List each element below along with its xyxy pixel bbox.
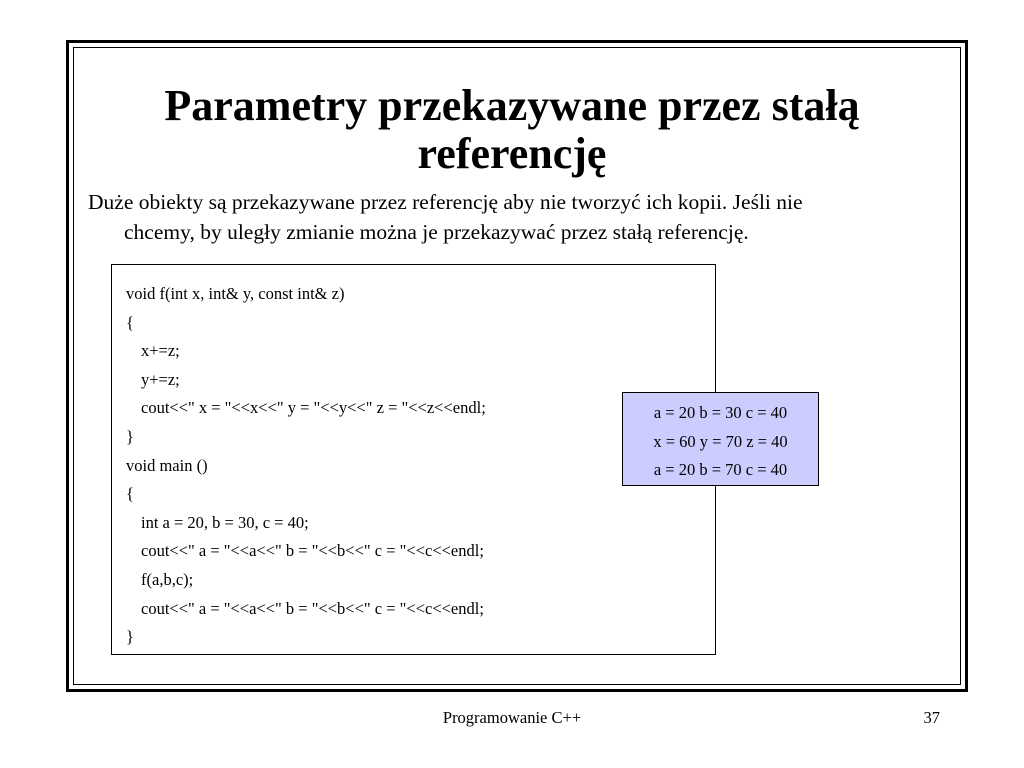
- code-line: int a = 20, b = 30, c = 40;: [141, 512, 309, 532]
- program-output: [622, 392, 819, 486]
- code-line: void f(int x, int& y, const int& z): [126, 284, 345, 303]
- output-line: x = 60 y = 70 z = 40: [653, 431, 788, 451]
- code-line: f(a,b,c);: [141, 569, 194, 589]
- intro-line-1: Duże obiekty są przekazywane przez referencję aby nie tworzyć ich kopii. Jeśli nie: [88, 190, 803, 214]
- title-line-1: Parametry przekazywane przez stałą: [164, 81, 860, 130]
- code-line: cout<<" x = "<<x<<" y = "<<y<<" z = "<<z<<endl;: [141, 398, 486, 418]
- title-line-2: referencję: [417, 129, 607, 178]
- code-line: void main (): [126, 455, 208, 475]
- intro-paragraph: [88, 187, 958, 247]
- code-line: {: [126, 484, 134, 504]
- code-line: }: [126, 426, 134, 446]
- code-line: cout<<" a = "<<a<<" b = "<<b<<" c = "<<c<<endl;: [141, 598, 484, 618]
- code-line: y+=z;: [141, 369, 180, 389]
- code-line: }: [126, 627, 134, 647]
- intro-line-2: chcemy, by uległy zmianie można je przekazywać przez stałą referencję.: [124, 220, 749, 244]
- slide-title: [0, 82, 1024, 178]
- code-line: {: [126, 312, 134, 332]
- output-line: a = 20 b = 70 c = 40: [653, 460, 788, 480]
- output-line: a = 20 b = 30 c = 40: [653, 403, 788, 422]
- code-line: x+=z;: [141, 341, 180, 361]
- page-number: 37: [923, 708, 940, 727]
- footer-course-title: Programowanie C++: [442, 708, 582, 727]
- code-line: cout<<" a = "<<a<<" b = "<<b<<" c = "<<c<<endl;: [141, 541, 484, 561]
